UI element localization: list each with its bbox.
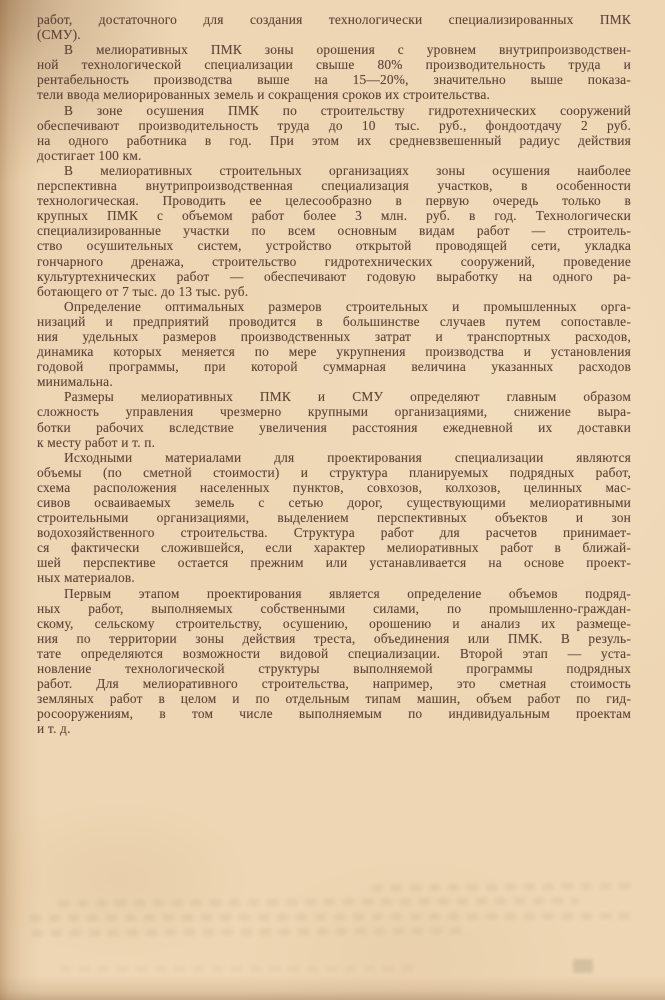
text-line: рентабельность производства выше на 15—20%, значительно выше показа-: [37, 72, 631, 88]
page-text-block: [37, 12, 631, 737]
text-line: Первым этапом проектирования является определение объемов подряд-: [64, 585, 631, 601]
text-line: ных работ, выполняемых собственными силами, по промышленно-граждан-: [37, 600, 631, 616]
text-line: ной технологической специализации свыше 80% производительность труда и: [37, 57, 631, 73]
text-line: В мелиоративных строительных организациях зоны осушения наиболее: [64, 162, 631, 178]
text-line: ния удельных размеров производственных затрат и транспортных расходов,: [37, 328, 631, 344]
showthrough-text-smudge: [30, 913, 630, 921]
paragraph: [37, 103, 631, 163]
text-line: достигает 100 км.: [37, 147, 142, 163]
paragraph: [37, 42, 631, 102]
showthrough-text-smudge: [58, 898, 578, 907]
text-line: технологическая. Проводить ее целесообразно в первую очередь только в: [37, 193, 631, 209]
text-line: сивов осваиваемых земель с сетью дорог, существующими мелиоративными: [37, 495, 631, 510]
paragraph: [37, 389, 631, 449]
faded-page-number-smudge: [573, 959, 593, 973]
text-line: ботки рабочих вследствие увеличения расстояния ежедневной их доставки: [37, 419, 631, 435]
text-line: специализированные участки по всем основным видам работ — строитель-: [37, 223, 631, 239]
text-line: минимальна.: [37, 374, 113, 390]
text-line: В зоне осушения ПМК по строительству гидротехнических сооружений: [64, 102, 631, 118]
paragraph: [37, 586, 631, 737]
text-line: ния по территории зоны действия треста, объединения или ПМК. В резуль-: [37, 630, 631, 646]
text-line: ся фактически сложившейся, если характер мелиоративных работ в ближай-: [37, 540, 631, 556]
text-line: Определение оптимальных размеров строительных и промышленных орга-: [64, 298, 631, 314]
text-line: ботающего от 7 тыс. до 13 тыс. руб.: [37, 283, 249, 299]
text-line: сложность управления чрезмерно крупными организациями, снижение выра-: [37, 404, 631, 420]
text-line: годовой программы, при которой суммарная величина указанных расходов: [37, 359, 631, 375]
text-line: схема расположения населенных пунктов, совхозов, колхозов, целинных мас-: [37, 479, 631, 495]
text-line: перспективна внутрипроизводственная специализация участков, в особенности: [37, 178, 631, 194]
text-line: низаций и предприятий проводится в большинстве случаев путем сопоставле-: [37, 313, 631, 329]
text-line: объемы (по сметной стоимости) и структура планируемых подрядных работ,: [37, 464, 631, 480]
text-line: на одного работника в год. При этом их средневзвешенный радиус действия: [37, 132, 631, 148]
text-line: к месту работ и т. п.: [37, 434, 156, 450]
showthrough-text-smudge: [32, 928, 464, 936]
paragraph: [37, 450, 631, 586]
text-line: земляных работ в целом и по отдельным типам машин, объем работ по гид-: [37, 691, 631, 707]
paragraph: [37, 299, 631, 390]
showthrough-text-smudge: [60, 966, 420, 971]
text-line: ство осушительных систем, устройство открытой проводящей сети, укладка: [37, 238, 631, 254]
text-line: и т. д.: [37, 721, 71, 737]
text-line: (СМУ).: [37, 27, 81, 43]
text-line: шей перспективе остается прежним или устанавливается на основе проект-: [37, 555, 631, 571]
text-line: гончарного дренажа, строительство гидротехнических сооружений, проведение: [37, 253, 631, 269]
paragraph-continuation: [37, 12, 631, 42]
text-line: скому, сельскому строительству, осушению, орошению и анализ их размеще-: [37, 615, 631, 631]
text-line: строительными организациями, выделением перспективных объектов и зон: [37, 510, 631, 526]
text-line: тели ввода мелиорированных земель и сокращения сроков их строительства.: [37, 87, 491, 103]
text-line: тате определяются возможности видовой специализации. Второй этап — уста-: [37, 645, 631, 661]
text-line: В мелиоративных ПМК зоны орошения с уровнем внутрипроизводствен-: [64, 42, 631, 58]
showthrough-text-smudge: [372, 883, 630, 891]
text-line: культуртехнических работ — обеспечивают годовую выработку на одного ра-: [37, 268, 631, 284]
text-line: динамика которых меняется по мере укрупнения производства и установления: [37, 344, 631, 360]
text-line: ных материалов.: [37, 570, 135, 586]
text-line: крупных ПМК с объемом работ более 3 млн. руб. в год. Технологически: [37, 208, 631, 224]
text-line: работ. Для мелиоративного строительства, например, это сметная стоимость: [37, 676, 631, 692]
text-line: новление технологической структуры выполняемой программы подрядных: [37, 661, 631, 677]
text-line: Исходными материалами для проектирования специализации являются: [64, 449, 631, 465]
text-line: обеспечивают производительность труда до 10 тыс. руб., фондоотдачу 2 руб.: [37, 117, 631, 133]
text-line: работ, достаточного для создания технологически специализированных ПМК: [37, 12, 631, 27]
text-line: Размеры мелиоративных ПМК и СМУ определяют главным образом: [64, 389, 631, 405]
text-line: водохозяйственного строительства. Структура работ для расчетов принимает-: [37, 525, 631, 541]
paragraph: [37, 163, 631, 299]
text-line: росооружениям, в том числе выполняемым по индивидуальным проектам: [37, 706, 631, 722]
